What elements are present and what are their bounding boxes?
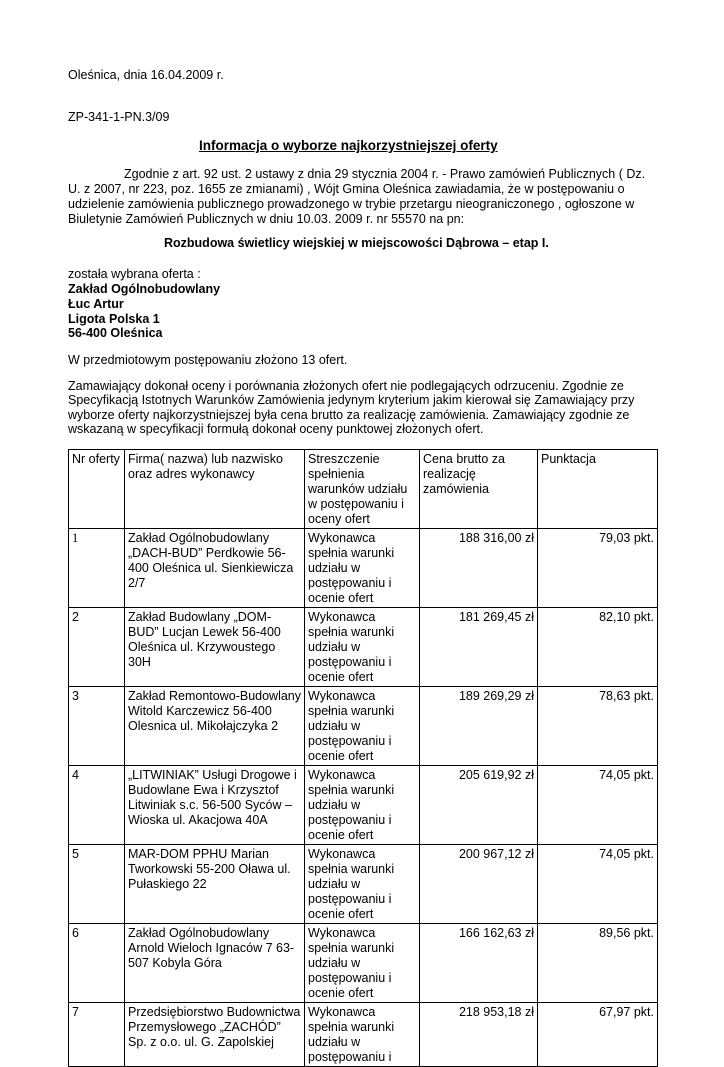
- row-firm: „LITWINIAK” Usługi Drogowe i Budowlane Ewa i Krzysztof Litwiniak s.c. 56-500 Syców – Wioska ul. Akacjowa 40A: [125, 766, 305, 845]
- procurement-subject: Rozbudowa świetlicy wiejskiej w miejscowości Dąbrowa – etap I.: [164, 236, 549, 250]
- row-nr: 7: [69, 1003, 125, 1067]
- row-nr: 5: [69, 845, 125, 924]
- evaluation-line-4: wskazaną w specyfikacji formułą dokonał oceny punktowej złożonych ofert.: [68, 422, 484, 436]
- table-row: [69, 608, 658, 687]
- row-summary: Wykonawca spełnia warunki udziału w postępowaniu i ocenie ofert: [305, 845, 420, 924]
- table-row: [69, 529, 658, 608]
- row-score: 82,10 pkt.: [538, 608, 658, 687]
- row-nr: 6: [69, 924, 125, 1003]
- row-score: 74,05 pkt.: [538, 845, 658, 924]
- intro-line-3: udzielenie zamówienia publicznego prowadzonego w trybie przetargu nieograniczonego , ogłoszone w: [68, 197, 635, 211]
- row-firm: Przedsiębiorstwo Budownictwa Przemysłowego „ZACHÓD” Sp. z o.o. ul. G. Zapolskiej: [125, 1003, 305, 1067]
- evaluation-line-2: Specyfikacją Istotnych Warunków Zamówienia jedynym kryterium jakim kierował się Zamawiający przy: [68, 393, 635, 407]
- row-price: 218 953,18 zł: [420, 1003, 538, 1067]
- selected-firm-owner: Łuc Artur: [68, 297, 124, 311]
- header-nr: Nr oferty: [69, 450, 125, 529]
- selected-offer-label: została wybrana oferta :: [68, 267, 201, 281]
- document-title: Informacja o wyborze najkorzystniejszej oferty: [199, 138, 498, 153]
- intro-line-2: U. z 2007, nr 223, poz. 1655 ze zmianami) , Wójt Gmina Oleśnica zawiadamia, że w postępowaniu o: [68, 182, 625, 196]
- row-firm: Zakład Ogólnobudowlany „DACH-BUD” Perdkowie 56-400 Oleśnica ul. Sienkiewicza 2/7: [125, 529, 305, 608]
- selected-firm-name: Zakład Ogólnobudowlany: [68, 282, 221, 296]
- row-nr: 3: [69, 687, 125, 766]
- row-summary: Wykonawca spełnia warunki udziału w postępowaniu i ocenie ofert: [305, 924, 420, 1003]
- row-score: 78,63 pkt.: [538, 687, 658, 766]
- intro-line-4: Biuletynie Zamówień Publicznych w dniu 10.03. 2009 r. nr 55570 na pn:: [68, 212, 465, 226]
- row-summary: Wykonawca spełnia warunki udziału w postępowaniu i ocenie ofert: [305, 608, 420, 687]
- table-row: [69, 687, 658, 766]
- evaluation-line-3: wyborze oferty najkorzystniejszej była cena brutto za realizację zamówienia. Zamawiający zgodnie ze: [68, 408, 630, 422]
- intro-line-1: Zgodnie z art. 92 ust. 2 ustawy z dnia 29 stycznia 2004 r. - Prawo zamówień Publicznych ( Dz.: [124, 167, 646, 181]
- header-score: Punktacja: [538, 450, 658, 529]
- offers-count: W przedmiotowym postępowaniu złożono 13 ofert.: [68, 353, 348, 367]
- row-firm: Zakład Ogólnobudowlany Arnold Wieloch Ignaców 7 63-507 Kobyla Góra: [125, 924, 305, 1003]
- row-summary: Wykonawca spełnia warunki udziału w postępowaniu i ocenie ofert: [305, 687, 420, 766]
- row-price: 188 316,00 zł: [420, 529, 538, 608]
- row-nr: 4: [69, 766, 125, 845]
- row-nr: 1: [69, 529, 125, 608]
- row-score: 74,05 pkt.: [538, 766, 658, 845]
- row-firm: Zakład Budowlany „DOM-BUD” Lucjan Lewek 56-400 Oleśnica ul. Krzywoustego 30H: [125, 608, 305, 687]
- selected-firm-street: Ligota Polska 1: [68, 312, 160, 326]
- table-row: [69, 1003, 658, 1067]
- reference-number: ZP-341-1-PN.3/09: [68, 110, 170, 124]
- table-row: [69, 924, 658, 1003]
- row-price: 200 967,12 zł: [420, 845, 538, 924]
- row-summary: Wykonawca spełnia warunki udziału w postępowaniu i ocenie ofert: [305, 529, 420, 608]
- row-score: 67,97 pkt.: [538, 1003, 658, 1067]
- row-firm: Zakład Remontowo-Budowlany Witold Karczewicz 56-400 Olesnica ul. Mikołajczyka 2: [125, 687, 305, 766]
- row-price: 189 269,29 zł: [420, 687, 538, 766]
- row-price: 205 619,92 zł: [420, 766, 538, 845]
- header-firm: Firma( nazwa) lub nazwisko oraz adres wykonawcy: [125, 450, 305, 529]
- table-row: [69, 766, 658, 845]
- header-summary: Streszczenie spełnienia warunków udziału w postępowaniu i oceny ofert: [305, 450, 420, 529]
- offers-table: [68, 449, 658, 1067]
- place-date: Oleśnica, dnia 16.04.2009 r.: [68, 68, 224, 82]
- header-price: Cena brutto za realizację zamówienia: [420, 450, 538, 529]
- row-score: 89,56 pkt.: [538, 924, 658, 1003]
- row-price: 166 162,63 zł: [420, 924, 538, 1003]
- evaluation-line-1: Zamawiający dokonał oceny i porównania złożonych ofert nie podlegających odrzuceniu. Zgodnie ze: [68, 379, 624, 393]
- table-header-row: [69, 450, 658, 529]
- row-summary: Wykonawca spełnia warunki udziału w postępowaniu i: [305, 1003, 420, 1067]
- table-row: [69, 845, 658, 924]
- row-price: 181 269,45 zł: [420, 608, 538, 687]
- row-summary: Wykonawca spełnia warunki udziału w postępowaniu i ocenie ofert: [305, 766, 420, 845]
- row-score: 79,03 pkt.: [538, 529, 658, 608]
- row-nr: 2: [69, 608, 125, 687]
- row-firm: MAR-DOM PPHU Marian Tworkowski 55-200 Oława ul. Pułaskiego 22: [125, 845, 305, 924]
- selected-firm-city: 56-400 Oleśnica: [68, 326, 163, 340]
